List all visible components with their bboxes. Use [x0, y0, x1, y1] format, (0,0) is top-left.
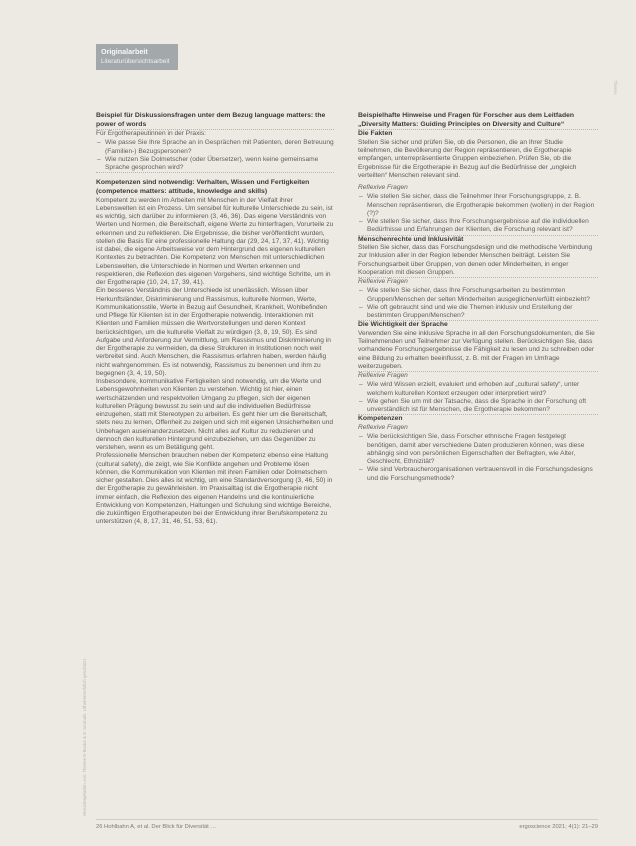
right-margin-strip: Thieme: [613, 80, 618, 95]
section-badge: [96, 44, 178, 70]
subheading-facts: Die Fakten: [358, 130, 393, 138]
footer-citation: 26 Hohlbahn A, et al. Der Blick für Diversität …: [96, 824, 217, 830]
list-item: – Wie wird Wissen erzielt, evaluiert und erhoben auf „cultural safety“, unter welchem kulturellen Kontext erzeugen oder interpretiert wird?: [358, 381, 598, 398]
list-item: – Wie stellen Sie sicher, dass Ihre Forschungsarbeiten zu bestimmten Gruppen/Menschen der selten Minderheiten ausgeglichen/erfüllt einbezieht?: [358, 287, 598, 304]
reflexive-questions-label: Reflexive Fragen: [358, 278, 408, 286]
body-paragraph: Ein besseres Verständnis der Unterschiede ist unerlässlich. Wissen über Herkunftsländer, Diskriminierung und Rassismus, kulturelle Normen, Werte, Kommunikationsstile, Werte in Bezug auf Gesundheit, Krankheit, Wohlbefinden und Pflege für Klienten ist in der Ergotherapie notwendig. Interaktionen mit Klienten und Familien müssen die Wertvorstellungen und deren Kontext berücksichtigen, um die kulturelle Vielfalt zu würdigen (3, 8, 19, 50). Es sind Aufgabe und Anforderung zur Vermittlung, um Rassismus und Diskriminierung in der Ergotherapie zu vermeiden, da diese Strukturen in Institutionen noch weit verbreitet sind. Auch Menschen, die Rassismus erfahren haben, werden häufig nicht wahrgenommen. Es ist notwendig, Rassismus zu benennen und ihm zu begegnen (3, 4, 19, 50).: [96, 287, 331, 377]
section-text: Stellen Sie sicher, dass das Forschungsdesign und die methodische Verbindung zur Inklusion aller in der Region lebender Menschen beiträgt. Leisten Sie Forschungsarbeit über Gruppen, von denen oder Minderheiten, in enger Kooperation mit diesen Gruppen.: [358, 244, 593, 276]
body-paragraph: Kompetent zu werden im Arbeiten mit Menschen in der Vielfalt ihrer Lebenswelten ist ein Prozess. Um sensibel für kulturelle Unterschiede zu sein, ist es wichtig, sich darüber zu informieren (3, 46, 36). Das eigene Verständnis von Werten und Normen, die Bereitschaft, eigene Werte zu hinterfragen, Vorurteile zu erkennen und zu reflektieren. Die Ergebnisse, die bisher veröffentlicht wurden, stellen die Basis für eine professionelle Haltung dar (29, 24, 17, 37, 41). Wichtig ist dabei, die eigene Arbeitsweise vor dem Hintergrund des eigenen kulturellen Kontextes zu betrachten. Die Kompetenz von Menschen mit unterschiedlichen Lebenswelten, die Unterschiede in Normen und Werten erkennen und respektieren, die Reflexion des eigenen Vorgehens, sind wichtige Schritte, um in der Ergotherapie (10, 24, 17, 39, 41).: [96, 196, 334, 287]
reflexive-questions-label: Reflexive Fragen: [358, 184, 408, 192]
subheading-human-rights: Menschenrechte und Inklusivität: [358, 235, 464, 243]
list-item: – Wie nutzen Sie Dolmetscher (oder Übersetzer), wenn keine gemeinsame Sprache gesprochen wird?: [96, 156, 334, 173]
section-badge-title: Originalarbeit: [101, 47, 148, 56]
subheading-language: Die Wichtigkeit der Sprache: [358, 321, 448, 329]
discussion-box-title: Beispiel für Diskussionsfragen unter dem Bezug language matters: the power of words: [96, 112, 326, 128]
reflexive-questions-label: Reflexive Fragen: [358, 372, 408, 380]
researcher-box-title: Beispielhafte Hinweise und Fragen für Forscher aus dem Leitfaden „Diversity Matters: Guiding Principles on Diversity and Culture“: [358, 112, 575, 128]
footer-journal: ergoscience 2021; 4(1): 21–29: [519, 824, 598, 830]
reflexive-questions-list: [358, 381, 598, 414]
list-item: – Wie stellen Sie sicher, dass die Teilnehmer Ihrer Forschungsgruppe, z. B. Menschen repräsentieren, die Ergotherapie bekommen (wollen) in der Region (?)?: [358, 193, 598, 218]
list-item: – Wie passe Sie Ihre Sprache an in Gesprächen mit Patienten, deren Betreuung (Familien-) Bezugspersonen?: [96, 139, 334, 156]
discussion-box-list: [96, 139, 334, 172]
left-margin-strip: Heruntergeladen von: Thieme E-Books & E-Journals. Urheberrechtlich geschützt.: [82, 657, 87, 816]
right-column: [358, 112, 598, 483]
list-item: – Wie sind Verbraucherorganisationen vertrauensvoll in die Forschungsdesigns und die Forschungsmethode?: [358, 466, 598, 483]
discussion-box-intro: Für Ergotherapeutinnen in der Praxis:: [96, 130, 206, 138]
section-badge-subtitle: Literaturübersichtsarbeit: [101, 58, 170, 65]
list-item: – Wie gehen Sie um mit der Tatsache, dass die Sprache in der Forschung oft unverständlich ist für Menschen, die Ergotherapie bekommen?: [358, 398, 598, 415]
reflexive-questions-list: [358, 193, 598, 234]
page-footer: [96, 819, 598, 833]
reflexive-questions-list: [358, 433, 598, 483]
left-column: [96, 112, 334, 527]
section-heading-competence: Kompetenzen sind notwendig: Verhalten, Wissen und Fertigkeiten (competence matters: attitude, knowledge and skills): [96, 179, 310, 196]
list-item: – Wie berücksichtigen Sie, dass Forscher ethnische Fragen festgelegt benötigen, damit aber verschiedene Daten produzieren können, was diese abhängig sind von persönlichen Eigenschaften der Befragten, wie Alter, Geschlecht, Ethnizität?: [358, 433, 598, 466]
body-paragraph: Professionelle Menschen brauchen neben der Kompetenz ebenso eine Haltung (cultural safety), die zeigt, wie Sie Konflikte angehen und Probleme lösen können, die Kommunikation von Klienten mit ihren Familien oder Dolmetschern sicher gestalten. Dies alles ist wichtig, um eine Standardversorgung (3, 46, 50) in der Ergotherapie zu gewährleisten. Im Praxisalltag ist die Ergotherapie nicht immer einfach, die Reflexion des eigenen Handelns und die kontinuierliche Entwicklung von Kompetenzen, Haltungen und Schulung sind wichtige Bereiche, die zukünftigen Ergotherapeuten bei der Entwicklung ihrer Berufskompetenz zu unterstützen (4, 8, 17, 31, 46, 51, 53, 61).: [96, 452, 333, 526]
subheading-competences: Kompetenzen: [358, 415, 403, 423]
list-item: – Wie stellen Sie sicher, dass Ihre Forschungsergebnisse auf die individuellen Bedürfnisse und Erfahrungen der Klienten, die Forschung relevant ist?: [358, 218, 598, 235]
section-text: Stellen Sie sicher und prüfen Sie, ob die Personen, die an Ihrer Studie teilnehmen, die Bevölkerung der Region repräsentieren, die Ergotherapie empfangen, unterrepräsentierte Gruppen einbeziehen. Prüfen Sie, ob die Ergebnisse für die Ergotherapie in Bezug auf die Bedürfnisse der „ungleich verteilten“ Menschen relevant sind.: [358, 138, 577, 179]
reflexive-questions-list: [358, 287, 598, 320]
section-text: Verwenden Sie eine inklusive Sprache in all den Forschungsdokumenten, die Sie Teilnehmenden und Teilnehmer zur Verfügung stellen. Berücksichtigen Sie, dass vorhandene Forschungsergebnisse die Fähigkeit zu lesen und zu schreiben oder eine Bildung zu erhalten beeinflusst, z. B. mit der Fragen im Umfrage weiterzugeben.: [358, 329, 595, 370]
reflexive-questions-label: Reflexive Fragen: [358, 424, 408, 432]
body-paragraph: Insbesondere, kommunikative Fertigkeiten sind notwendig, um die Werte und Lebensgewohnheiten von Klienten zu verstehen. Wichtig ist hier, einen wertschätzenden und respektvollen Umgang zu pflegen, sich der eigenen kulturellen Prägung bewusst zu sein und auf die individuellen Bedürfnisse einzugehen, statt mit Stereotypen zu arbeiten. Es geht hier um die Bereitschaft, stets neu zu lernen, Offenheit zu zeigen und sich mit eigenen Unsicherheiten und Unbehagen auseinanderzusetzen. Nicht alles auf Kultur zu reduzieren und dennoch den kulturellen Hintergrund einzubeziehen, um das Gegenüber zu verstehen, wenn es um Betätigung geht.: [96, 378, 334, 452]
list-item: – Wie oft gebraucht sind und wie die Themen inklusiv und Erstellung der bestimmten Gruppen/Menschen?: [358, 304, 598, 321]
